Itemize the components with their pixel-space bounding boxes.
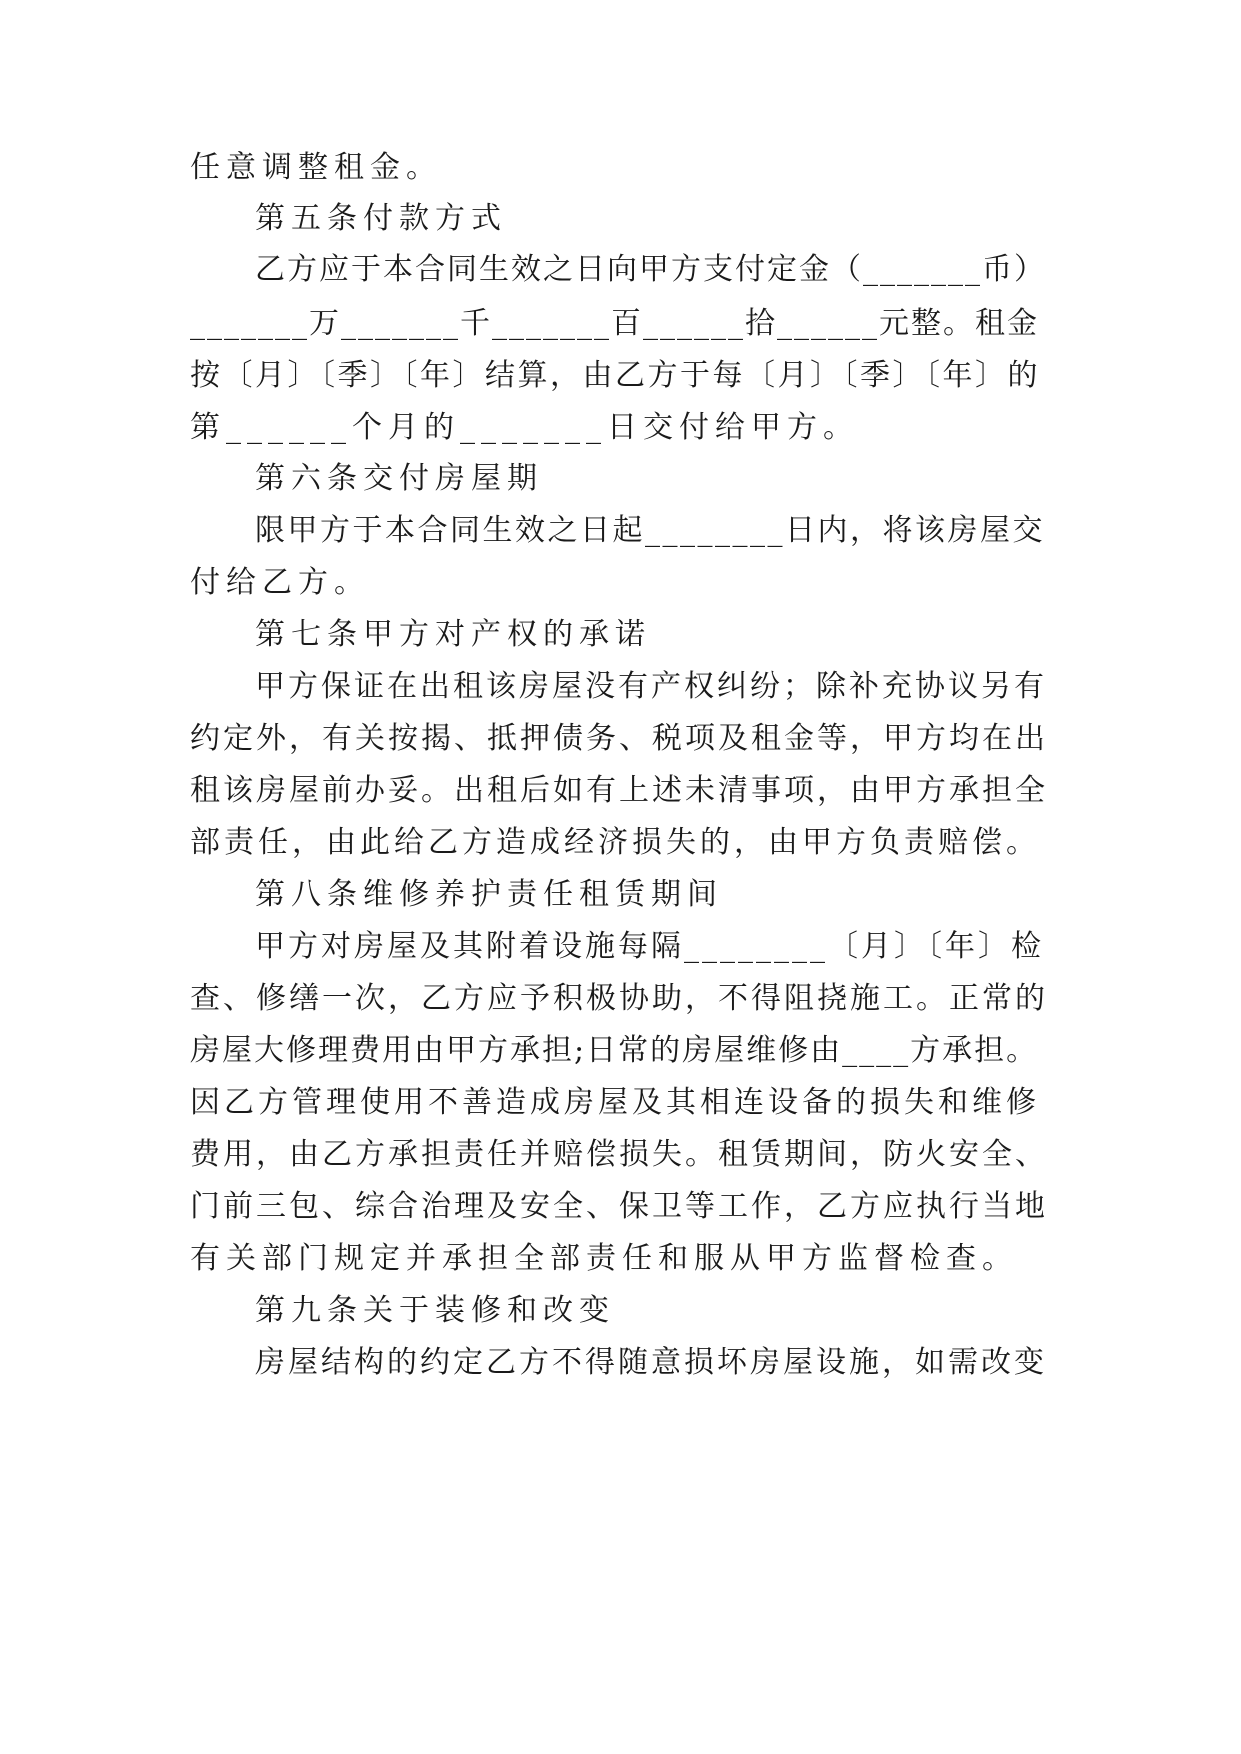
paragraph-line: 房屋大修理费用由甲方承担;日常的房屋维修由____方承担。 bbox=[190, 1033, 1039, 1068]
paragraph-line: 任意调整租金。 bbox=[190, 150, 442, 185]
section-heading: 第八条维修养护责任租赁期间 bbox=[255, 877, 723, 912]
section-heading: 第九条关于装修和改变 bbox=[255, 1293, 615, 1328]
paragraph-line: 甲方对房屋及其附着设施每隔________〔月〕〔年〕检 bbox=[255, 929, 1044, 964]
paragraph-line: 甲方保证在出租该房屋没有产权纠纷；除补充协议另有 bbox=[255, 669, 1047, 704]
paragraph-line: 查、修缮一次，乙方应予积极协助，不得阻挠施工。正常的 bbox=[190, 981, 1048, 1016]
paragraph-line: 乙方应于本合同生效之日向甲方支付定金（_______币） bbox=[255, 252, 1046, 287]
paragraph-line: 限甲方于本合同生效之日起________日内，将该房屋交 bbox=[255, 513, 1045, 548]
section-heading: 第六条交付房屋期 bbox=[255, 461, 543, 496]
section-heading: 第五条付款方式 bbox=[255, 201, 507, 236]
paragraph-line: 按〔月〕〔季〕〔年〕结算，由乙方于每〔月〕〔季〕〔年〕的 bbox=[190, 358, 1040, 393]
paragraph-line: 部责任，由此给乙方造成经济损失的，由甲方负责赔偿。 bbox=[190, 825, 1040, 860]
paragraph-line: 因乙方管理使用不善造成房屋及其相连设备的损失和维修 bbox=[190, 1085, 1040, 1120]
paragraph-line: 约定外，有关按揭、抵押债务、税项及租金等，甲方均在出 bbox=[190, 721, 1048, 756]
paragraph-line: _______万_______千_______百______拾______元整。租金 bbox=[190, 306, 1039, 341]
paragraph-line: 费用，由乙方承担责任并赔偿损失。租赁期间，防火安全、 bbox=[190, 1137, 1048, 1172]
paragraph-line: 房屋结构的约定乙方不得随意损坏房屋设施，如需改变 bbox=[255, 1345, 1047, 1380]
paragraph-line: 门前三包、综合治理及安全、保卫等工作，乙方应执行当地 bbox=[190, 1189, 1048, 1224]
paragraph-line: 租该房屋前办妥。出租后如有上述未清事项，由甲方承担全 bbox=[190, 773, 1048, 808]
paragraph-line: 第______个月的_______日交付给甲方。 bbox=[190, 410, 859, 445]
paragraph-line: 有关部门规定并承担全部责任和服从甲方监督检查。 bbox=[190, 1241, 1018, 1276]
paragraph-line: 付给乙方。 bbox=[190, 565, 370, 600]
section-heading: 第七条甲方对产权的承诺 bbox=[255, 617, 651, 652]
